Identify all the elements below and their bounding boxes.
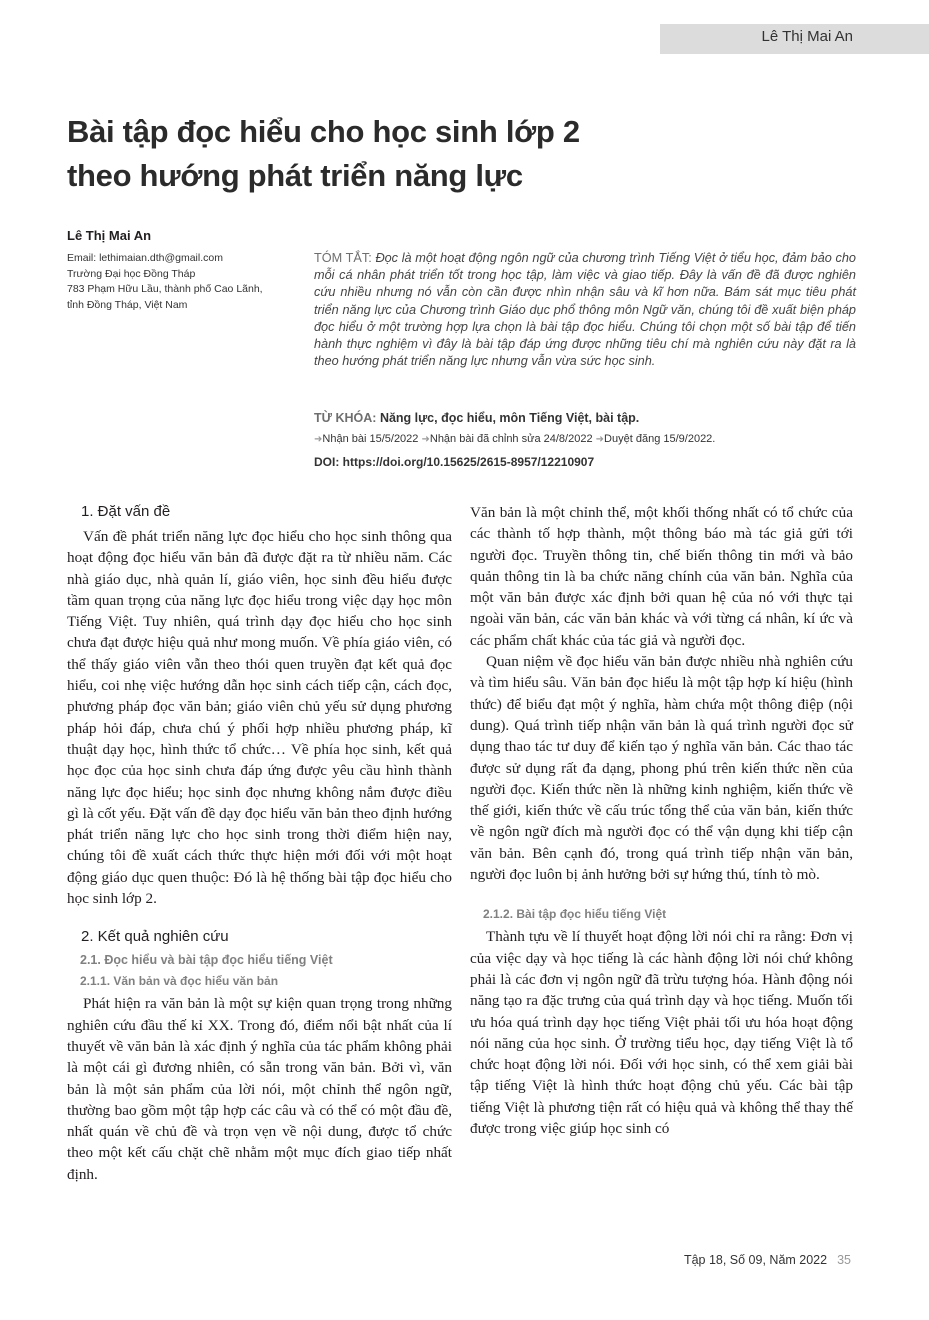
subsection-heading-2-1-1: 2.1.1. Văn bản và đọc hiểu văn bản <box>80 974 279 989</box>
subsection-heading-2-1-2: 2.1.2. Bài tập đọc hiểu tiếng Việt <box>483 907 667 922</box>
abstract-text: Đọc là một hoạt động ngôn ngữ của chương trình Tiếng Việt ở tiểu học, đảm bảo cho mỗi cá nhân phát triển tốt trong học tập, làm việc và giao tiếp. Đây là vấn đề đã được nghiên cứu nhiều nhưng nó vẫn còn cần được nhìn nhận sâu và kĩ hơn nữa. Bám sát mục tiêu phát triển năng lực của Chương trình Giáo dục phổ thông môn Ngữ văn, chúng tôi đề xuất biện pháp đọc hiểu ở một trường hợp lựa chọn là bài tập đọc hiểu. Chúng tôi chọn một số bài tập để tiến hành thực nghiệm vì đây là bài tập đáp ứng được những tiêu chí mà nghiên cứu này đặt ra là theo hướng phát triển năng lực nhưng vẫn vừa sức học sinh. <box>314 251 856 369</box>
section-heading-2: 2. Kết quả nghiên cứu <box>81 928 229 946</box>
arrow-right-icon: ➜ <box>314 434 323 445</box>
section-heading-1: 1. Đặt vấn đề <box>81 503 171 520</box>
keywords-label: TỪ KHÓA: <box>314 411 377 425</box>
paragraph: Vấn đề phát triển năng lực đọc hiểu cho học sinh thông qua hoạt động đọc hiểu văn bản đã được đặt ra từ nhiều năm. Các nhà giáo dục, nhà quản lí, giáo viên, học sinh đều hiểu được tầm quan trọng của năng lực đọc hiểu trong việc dạy học môn Tiếng Việt. Tuy nhiên, quá trình dạy đọc hiểu cho học sinh chưa đạt được hiệu quả như mong muốn. Về phía giáo viên, có thể thấy giáo viên vẫn theo thói quen truyền đạt kết quả đọc hiểu, coi nhẹ việc hướng dẫn học sinh cách tiếp cận, cách đọc, phương pháp đọc văn bản; giáo viên chủ yếu sử dụng phương pháp hỏi đáp, chưa chú ý phối hợp nhiều phương pháp, kĩ thuật dạy học, hình thức tổ chức… Về phía học sinh, kết quả học đọc của học sinh chưa đáp ứng được yêu cầu hình thành năng lực đọc hiểu; học sinh đọc nhưng không nắm được điều gì là cốt yếu. Đặt vấn đề dạy đọc hiểu văn bản theo định hướng phát triển năng lực cho học sinh trong thời điểm hiện nay, chúng tôi đề xuất cách thức thực hiện mới đối với một hoạt động giáo dục quen thuộc: Đó là hệ thống bài tập đọc hiểu cho học sinh lớp 2. <box>67 528 452 908</box>
paragraph: Văn bản là một chỉnh thể, một khối thống nhất có tổ chức của các thành tố hợp thành, một thông báo mà tác giả gửi tới người đọc. Truyền thông tin, chế biến thông tin mới và bảo quản thông tin là ba chức năng chính của văn bản. Nghĩa của một văn bản được xác định bởi quan hệ của nó với thực tại ngoài văn bản, các văn bản khác và với từng cá nhân, kí ức và các phẩm chất khác của tác giả và người đọc. <box>470 504 853 649</box>
paragraph: Quan niệm về đọc hiểu văn bản được nhiều nhà nghiên cứu và tìm hiểu sâu. Văn bản đọc hiểu là một tập hợp kí hiệu (hình thức) để biểu đạt một ý nghĩa, hàm chứa một thông điệp (nội dung). Quá trình tiếp nhận văn bản là quá trình người đọc sử dụng thao tác tư duy để kiến tạo ý nghĩa văn bản. Các thao tác được sử dụng rất đa dạng, phong phú trên kiến thức nền của người đọc. Kiến thức nền là những kinh nghiệm, kiến thức về thế giới, kiến thức về cấu trúc tổng thể của văn bản, kiến thức về ngôn ngữ đích mà người đọc có thể vận dụng khi tiếp cận văn bản. Bên cạnh đó, trong quá trình tiếp nhận văn bản, người đọc luôn bị ảnh hưởng bởi sự hứng thú, tính tò mò. <box>470 653 853 884</box>
right-column <box>470 502 853 1139</box>
doi-link[interactable]: DOI: https://doi.org/10.15625/2615-8957/12210907 <box>314 455 595 469</box>
abstract-label: TÓM TẮT: <box>314 251 372 265</box>
arrow-right-icon: ➜ <box>595 434 605 445</box>
arrow-right-icon: ➜ <box>421 434 430 445</box>
paragraph: Thành tựu về lí thuyết hoạt động lời nói chỉ ra rằng: Đơn vị của việc dạy và học tiếng là các hành động lời nói chứ không phải là các đơn vị ngôn ngữ đã trừu tượng hóa. Hành động nói năng tạo ra đặc trưng của quá trình dạy và học tiếng. Muốn tối ưu hóa quá trình dạy học tiếng Việt phải tối ưu hóa hoạt động nói năng của học sinh. Ở trường tiểu học, dạy tiếng Việt là tổ chức hoạt động lời nói. Đối với học sinh, có thể xem giải bài tập tiếng Việt là hình thức hoạt động chủ yếu. Các bài tập tiếng Việt là phương tiện rất có hiệu quả và không thể thay thế được trong việc giúp học sinh có <box>470 928 853 1138</box>
date-revised: Nhận bài đã chỉnh sửa 24/8/2022 <box>429 433 593 445</box>
subsection-heading-2-1: 2.1. Đọc hiểu và bài tập đọc hiểu tiếng Việt <box>80 953 333 968</box>
date-received: Nhận bài 15/5/2022 <box>322 433 419 445</box>
footer-issue: Tập 18, Số 09, Năm 2022 <box>683 1253 828 1267</box>
article-dates <box>314 433 874 445</box>
author-affiliation-3: tỉnh Đồng Tháp, Việt Nam <box>67 298 188 311</box>
header-author: Lê Thị Mai An <box>761 28 853 45</box>
page-number: 35 <box>837 1253 851 1267</box>
date-accepted: Duyệt đăng 15/9/2022. <box>604 433 716 445</box>
running-header <box>660 24 929 54</box>
left-column <box>67 502 452 1185</box>
author-block <box>67 228 307 313</box>
keywords <box>314 411 874 425</box>
paragraph: Phát hiện ra văn bản là một sự kiện quan trọng trong những nghiên cứu đầu thế kỉ XX. Trong đó, điểm nổi bật nhất của lí thuyết về văn bản là xác định ý nghĩa của tác phẩm không phải là một cái gì đương nhiên, có sẵn trong văn bản. Bởi vì, văn bản là một sản phẩm của lời nói, một chỉnh thể ngôn ngữ, thường bao gồm một tập hợp các câu và có thể có một đầu đề, nhất quán về chủ đề và trọn vẹn về nội dung, được tổ chức theo một kết cấu chặt chẽ nhằm một mục đích giao tiếp nhất định. <box>67 995 452 1183</box>
author-email: Email: lethimaian.dth@gmail.com <box>67 252 223 264</box>
author-affiliation-2: 783 Phạm Hữu Lầu, thành phố Cao Lãnh, <box>67 283 263 295</box>
keywords-text: Năng lực, đọc hiểu, môn Tiếng Việt, bài tập. <box>379 411 640 425</box>
author-affiliation-1: Trường Đại học Đồng Tháp <box>67 267 196 280</box>
title-line-1: Bài tập đọc hiểu cho học sinh lớp 2 <box>67 114 580 149</box>
page-footer <box>684 1253 851 1267</box>
author-name: Lê Thị Mai An <box>67 228 152 243</box>
article-title <box>67 110 867 198</box>
title-line-2: theo hướng phát triển năng lực <box>67 158 523 193</box>
abstract <box>314 250 856 370</box>
